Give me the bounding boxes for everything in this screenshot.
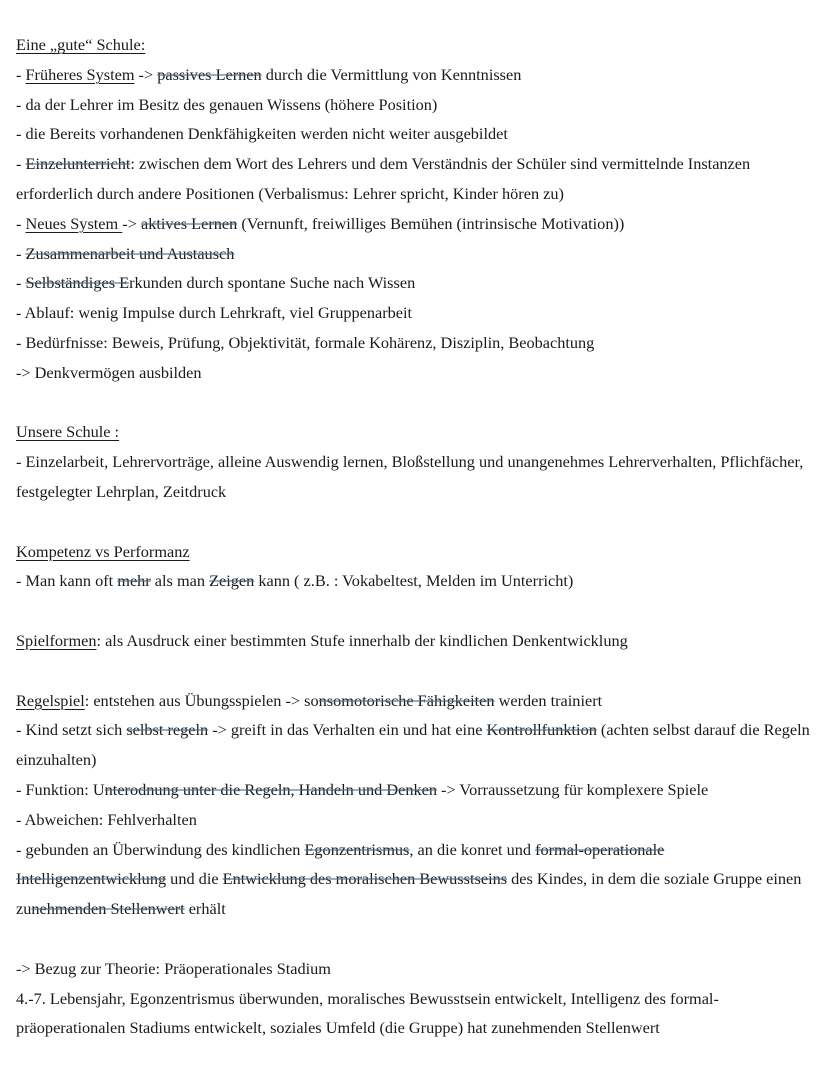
text-line: - Früheres System -> passives Lernen durch die Vermittlung von Kenntnissen	[16, 64, 522, 84]
text-line: - da der Lehrer im Besitz des genauen Wissens (höhere Position)	[16, 94, 438, 114]
section-spielformen: Spielformen: als Ausdruck einer bestimmten Stufe innerhalb der kindlichen Denkentwicklung	[16, 630, 628, 650]
text-paragraph: - gebunden an Überwindung des kindlichen Egonzentrismus, an die konret und formal-operationale Intelligenzentwicklung und die Entwicklung des moralischen Bewusstseins des Kindes, in dem die soziale Gruppe einen zunehmenden Stellenwert erhält	[16, 839, 802, 919]
highlighted-text: mehr	[117, 571, 151, 591]
text-line: -> Denkvermögen ausbilden	[16, 362, 202, 382]
text-line: - Zusammenarbeit und Austausch	[16, 243, 235, 263]
text-paragraph: - Kind setzt sich selbst regeln -> greift in das Verhalten ein und hat eine Kontrollfunktion (achten selbst darauf die Regeln einzuhalten)	[16, 720, 810, 770]
text-line: - Ablauf: wenig Impulse durch Lehrkraft, viel Gruppenarbeit	[16, 303, 413, 323]
text-line: - Funktion: Unterodnung unter die Regeln, Handeln und Denken -> Vorraussetzung für komplexere Spiele	[16, 779, 709, 799]
highlighted-text: passives Lernen	[157, 64, 262, 84]
text-line: - Abweichen: Fehlverhalten	[16, 809, 197, 829]
highlighted-text: Einzelunterricht	[25, 154, 131, 174]
highlighted-text: Entwicklung des moralischen Bewusstseins	[222, 869, 508, 889]
highlighted-text: nehmenden Stellenwert	[31, 899, 185, 919]
highlighted-text: selbst regeln	[126, 720, 209, 740]
section-title-kompetenz: Kompetenz vs Performanz	[16, 541, 190, 561]
text-line: - Bedürfnisse: Beweis, Prüfung, Objektivität, formale Kohärenz, Disziplin, Beobachtung	[16, 332, 595, 352]
section-title-unsere-schule: Unsere Schule :	[16, 422, 120, 442]
highlighted-text: Zusammenarbeit und Austausch	[25, 243, 235, 263]
text-line: - Selbständiges Erkunden durch spontane Suche nach Wissen	[16, 273, 416, 293]
text-paragraph: - Einzelarbeit, Lehrervorträge, alleine Auswendig lernen, Bloßstellung und unangenehmes Lehrerverhalten, Pflichfächer, festgelegter Lehrplan, Zeitdruck	[16, 452, 804, 501]
document-page	[16, 30, 816, 1043]
highlighted-text: Selbständiges E	[25, 273, 130, 293]
highlighted-text: aktives Lernen	[140, 213, 238, 233]
highlighted-text: nterodnung unter die Regeln, Handeln und Denken	[104, 779, 437, 799]
section-title-gute-schule: Eine „gute“ Schule:	[16, 35, 146, 54]
text-paragraph: 4.-7. Lebensjahr, Egonzentrismus überwunden, moralisches Bewusstsein entwickelt, Intelligenz des formal-präoperationalen Stadiums entwickelt, soziales Umfeld (die Gruppe) hat zunehmenden Stellenwert	[16, 988, 719, 1038]
text-line: -> Bezug zur Theorie: Präoperationales Stadium	[16, 958, 331, 978]
highlighted-text: Egonzentrismus	[304, 839, 410, 859]
spacer	[16, 507, 816, 537]
highlighted-text: Zeigen	[209, 571, 255, 591]
section-regelspiel: Regelspiel: entstehen aus Übungsspielen -> sonsomotorische Fähigkeiten werden trainiert	[16, 690, 603, 710]
highlighted-text: Kontrollfunktion	[486, 720, 597, 740]
highlighted-text: nsomotorische Fähigkeiten	[318, 690, 495, 710]
text-paragraph: - Einzelunterricht: zwischen dem Wort des Lehrers und dem Verständnis der Schüler sind vermittelnde Instanzen erforderlich durch andere Positionen (Verbalismus: Lehrer spricht, Kinder hören zu)	[16, 154, 751, 203]
text-line: - Neues System -> aktives Lernen (Vernunft, freiwilliges Bemühen (intrinsische Motivation))	[16, 213, 625, 233]
text-line: - Man kann oft mehr als man Zeigen kann ( z.B. : Vokabeltest, Melden im Unterricht)	[16, 571, 574, 591]
text-line: - die Bereits vorhandenen Denkfähigkeiten werden nicht weiter ausgebildet	[16, 124, 508, 144]
spacer	[16, 388, 816, 418]
spacer	[16, 924, 816, 954]
spacer	[16, 656, 816, 686]
highlighted-text: formal-operationale Intelligenzentwicklung	[16, 839, 665, 889]
spacer	[16, 596, 816, 626]
